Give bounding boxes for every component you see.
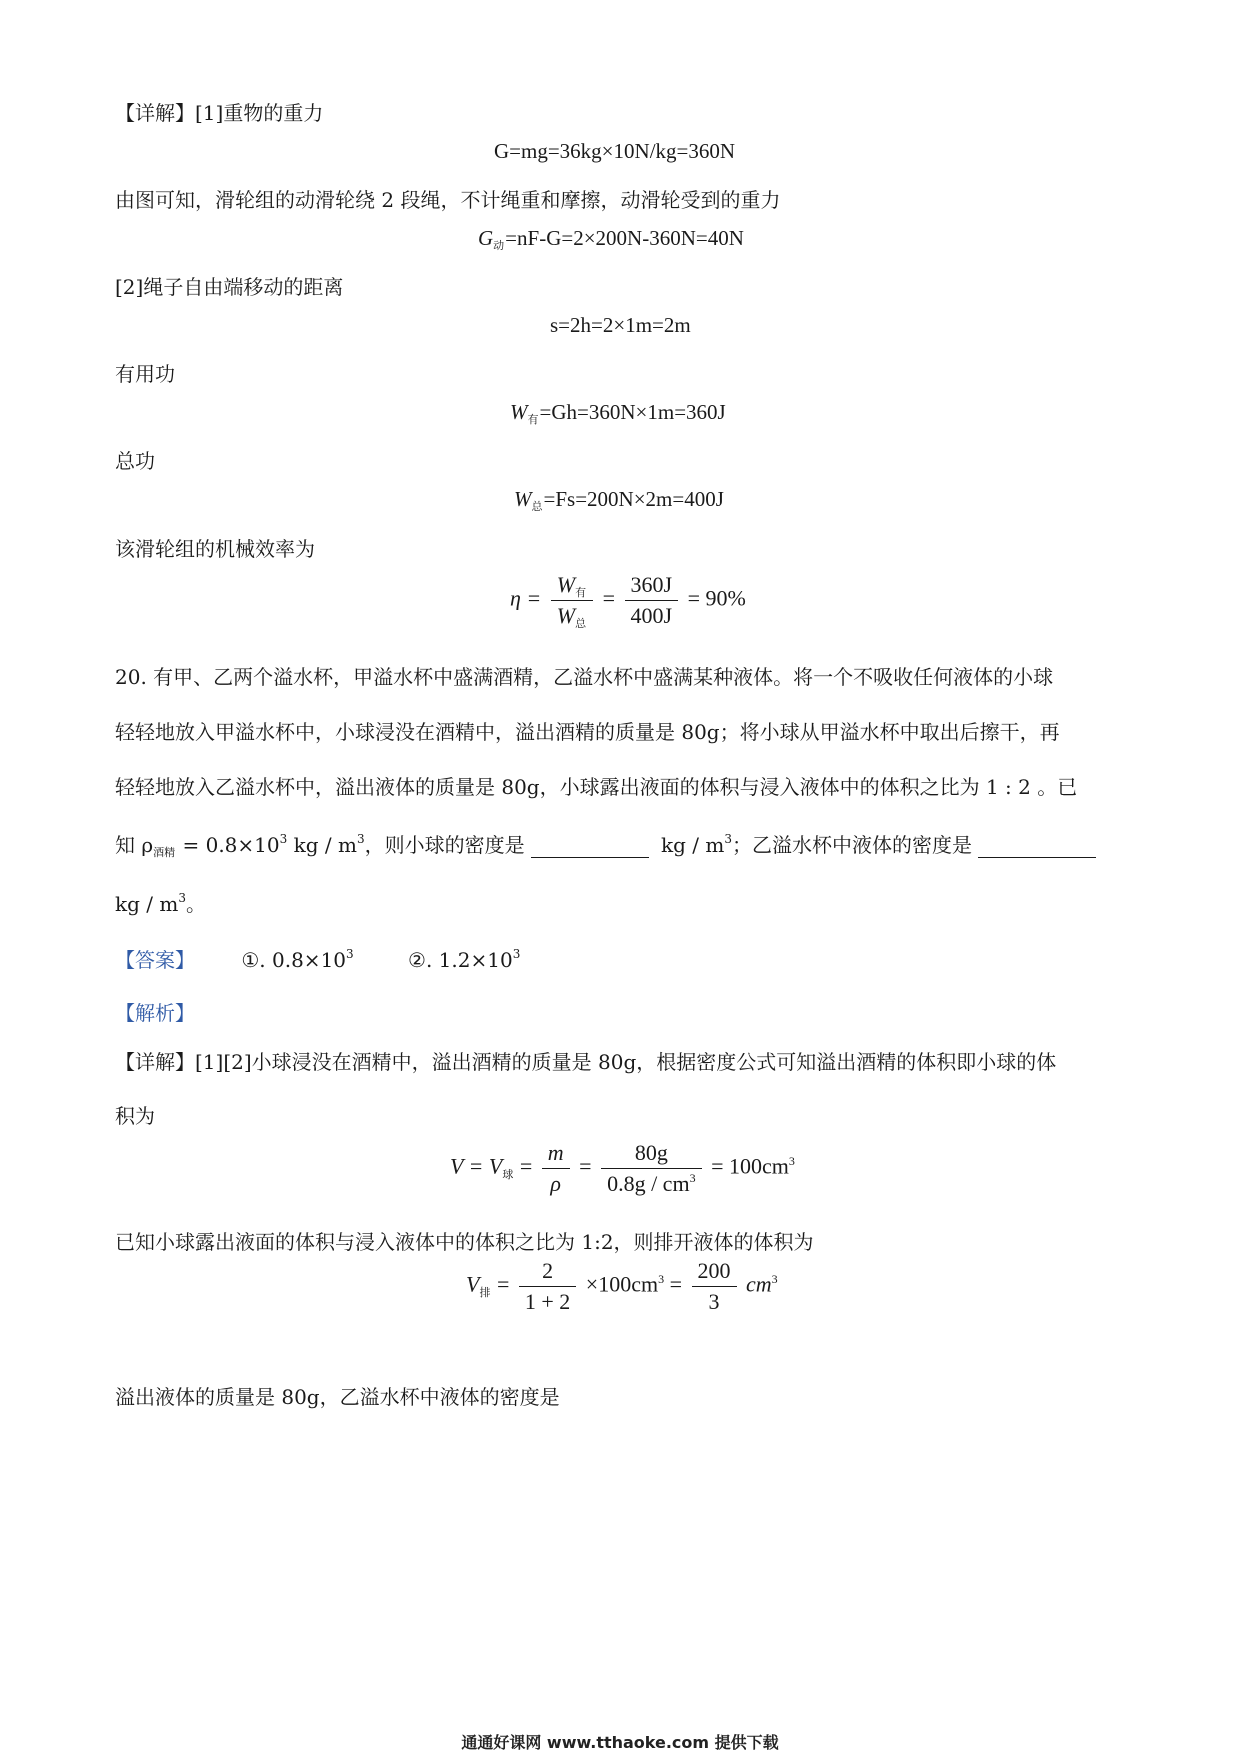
question-line-5: kg / $m^3$。 bbox=[115, 891, 206, 916]
formula-distance: s=2h=2×1m=2m bbox=[550, 313, 691, 337]
answer-label: 【答案】 bbox=[115, 948, 195, 972]
answer-row bbox=[115, 944, 520, 973]
formula-useful-work: W有=Gh=360N×1m=360J bbox=[510, 400, 726, 426]
detail-line-1: 【详解】[1][2]小球浸没在酒精中，溢出酒精的质量是 80g，根据密度公式可知溢出酒精的体积即小球的体 bbox=[115, 1050, 1057, 1074]
answer-blank-2[interactable] bbox=[978, 837, 1096, 858]
answer-1: ①. $0.8\times 10^3$ bbox=[241, 947, 354, 972]
text-useful-work: 有用功 bbox=[115, 362, 175, 386]
detail-line-3: 已知小球露出液面的体积与浸入液体中的体积之比为 1:2，则排开液体的体积为 bbox=[115, 1230, 814, 1254]
formula-ball-volume: V = V球 = $\frac{m}{\rho}$ = $\frac{80g}{0.8g / cm^3}$ = $100cm^3$ bbox=[450, 1140, 795, 1196]
formula-efficiency: η = $\frac{\text{W有}}{\text{W总}}$ = $\frac{360J}{400J}$ = 90% bbox=[510, 572, 746, 630]
formula-displaced-volume: V排 = $\frac{2}{1 + 2}$ $\times 100cm^3$ = $\frac{200}{3}$ $cm^3$ bbox=[466, 1258, 778, 1314]
text-total-work: 总功 bbox=[115, 449, 155, 473]
footer-watermark: 通通好课网 www.tthaoke.com 提供下载 bbox=[461, 1733, 779, 1752]
text-efficiency: 该滑轮组的机械效率为 bbox=[115, 537, 315, 561]
question-line-1: 20. 有甲、乙两个溢水杯，甲溢水杯中盛满酒精，乙溢水杯中盛满某种液体。将一个不吸收任何液体的小球 bbox=[115, 665, 1054, 689]
detail-heading-1: 【详解】[1]重物的重力 bbox=[115, 101, 324, 125]
answer-2: ②. $1.2\times 10^3$ bbox=[408, 947, 521, 972]
text-pulley-note: 由图可知，滑轮组的动滑轮绕 2 段绳，不计绳重和摩擦，动滑轮受到的重力 bbox=[115, 188, 781, 212]
detail-line-4: 溢出液体的质量是 80g，乙溢水杯中液体的密度是 bbox=[115, 1385, 560, 1409]
formula-gravity: G=mg=36kg×10N/kg=360N bbox=[494, 139, 736, 163]
question-line-2: 轻轻地放入甲溢水杯中，小球浸没在酒精中，溢出酒精的质量是 80g；将小球从甲溢水杯中取出后擦干，再 bbox=[115, 720, 1060, 744]
formula-total-work: W总=Fs=200N×2m=400J bbox=[514, 487, 724, 513]
text-rope-distance: [2]绳子自由端移动的距离 bbox=[115, 275, 344, 299]
formula-pulley-weight: G动=nF-G=2×200N-360N=40N bbox=[478, 226, 744, 252]
detail-line-2: 积为 bbox=[115, 1104, 155, 1128]
question-line-3: 轻轻地放入乙溢水杯中，溢出液体的质量是 80g，小球露出液面的体积与浸入液体中的体积之比为 1 : 2 。已 bbox=[115, 775, 1078, 799]
analysis-label: 【解析】 bbox=[115, 1001, 195, 1025]
question-line-4: 知 $\rho_{酒精} = 0.8\times 10^3$ kg / $m^3$，则小球的密度是 kg / $m^3$；乙溢水杯中液体的密度是 bbox=[115, 829, 1102, 858]
answer-blank-1[interactable] bbox=[531, 837, 649, 858]
